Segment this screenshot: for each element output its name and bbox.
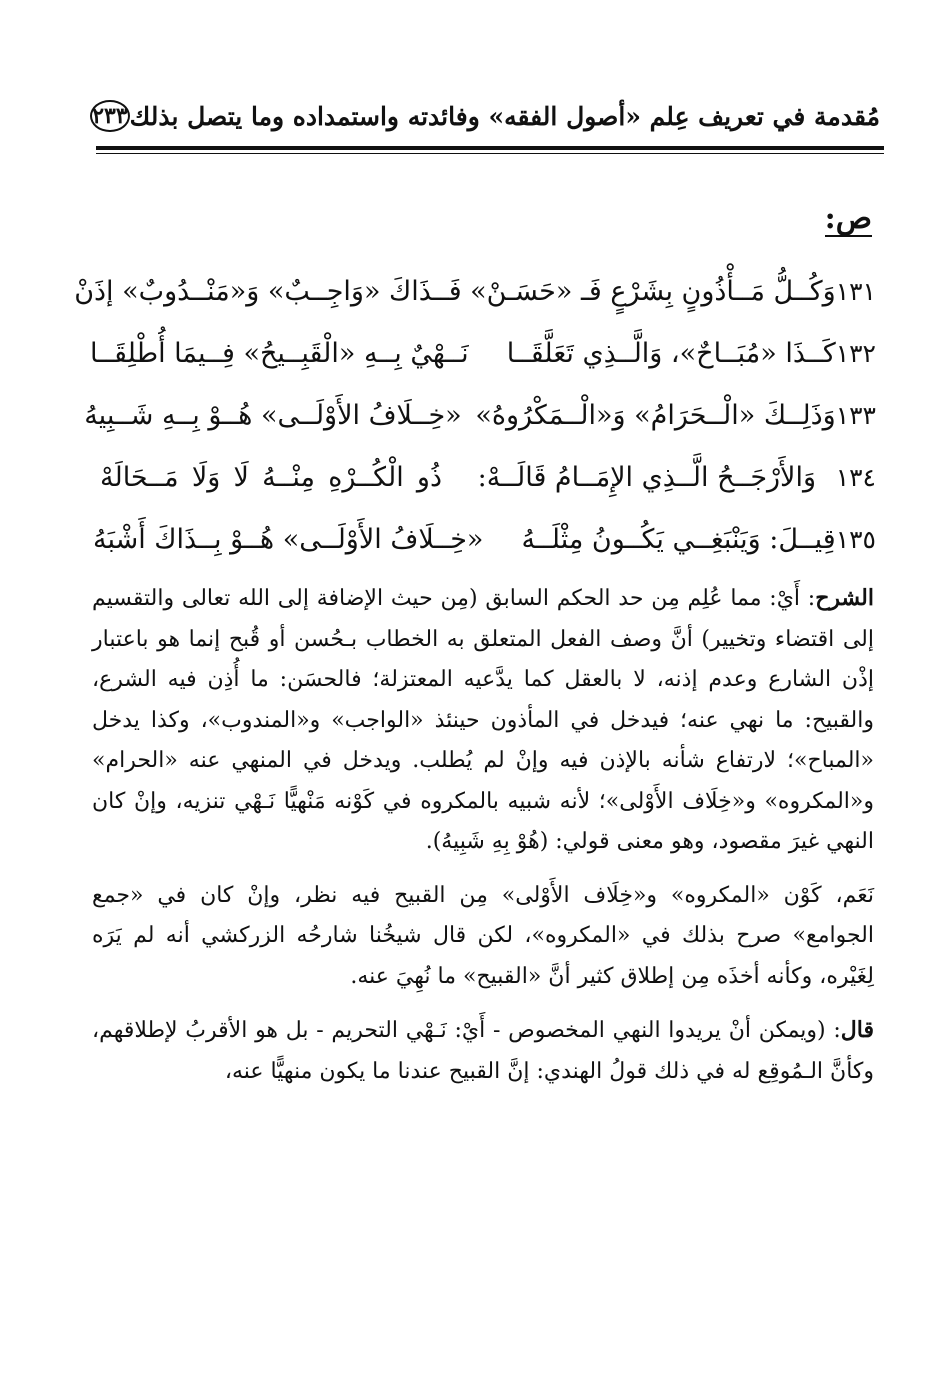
verse-second-hemistich: ذُو الْكُــرْهِ مِنْــهُ لَا وَلَا مَــحَالَهْ (100, 461, 442, 493)
verse-line (89, 322, 876, 384)
commentary-lead: قال (840, 1017, 874, 1043)
verse-number: ١٣٣ (835, 400, 876, 430)
commentary-paragraph (92, 876, 874, 998)
paragraph-text: : (ويمكن أنْ يريدوا النهي المخصوص - أَيْ: نَـهْي التحريم - بل هو الأقربُ لإطلاقهم، وكأنَّ الـمُوقِع له في ذلك قولُ الهندي: إنَّ القبيح عندنا ما يكون منهيًّا عنه، (92, 1018, 874, 1084)
commentary (92, 578, 874, 1105)
header-rule-thick (96, 146, 884, 150)
header-title: مُقدمة في تعريف عِلم «أصول الفقه» وفائدته واستمداده وما يتصل بذلك (129, 101, 880, 131)
header-rule-thin (96, 153, 884, 154)
verse-first-hemistich: كَــذَا «مُبَــاحٌ»، وَالَّــذِي تَعَلَّقَــا (506, 337, 836, 369)
verse-first-hemistich: وَكُــلُّ مَــأْذُونٍ بِشَرْعٍ فَـ «حَسَـنْ» (470, 275, 836, 307)
running-header (92, 96, 880, 136)
verse-number: ١٣٤ (835, 462, 876, 492)
verse-line (92, 508, 876, 570)
verse-second-hemistich: نَــهْيٌ بِــهِ «الْقَبِــيحُ» فِــيمَا أُطْلِقَــا (89, 337, 469, 369)
page-number-badge (90, 100, 129, 132)
verse-second-hemistich: «خِــلَافُ الأَوْلَــى» هُــوْ بِــهِ شَــبِيهُ (84, 399, 462, 431)
verse-line (74, 260, 876, 322)
commentary-paragraph (92, 1010, 874, 1092)
paragraph-text: نَعَم، كَوْن «المكروه» و«خِلَاف الأَوْلى» مِن القبيح فيه نظر، وإنْ كان في «جمع الجوامع» صرح بذلك في «المكروه»، لكن قال شيخُنا شارحُه الزركشي أنه لم يَرَه لِغَيْره، وكأنه أخذَه مِن إطلاق كثير أنَّ «القبيح» ما نُهِيَ عنه. (92, 882, 874, 989)
verse-first-hemistich: قِيــلَ: وَيَنْبَغِــي يَكُــونُ مِثْلَــهُ (521, 523, 836, 555)
verse-first-hemistich: وَذَلِــكَ «الْــحَرَامُ» وَ«الْــمَكْرُوهُ» (475, 399, 836, 431)
verse-second-hemistich: فَــذَاكَ «وَاجِــبٌ» وَ«مَنْــدُوبٌ» إذَنْ (74, 275, 462, 307)
verse-second-hemistich: «خِــلَافُ الأَوْلَــى» هُــوْ بِــذَاكَ أَشْبَهُ (92, 523, 484, 555)
commentary-lead: الشرح (815, 585, 874, 611)
verse-number: ١٣٥ (835, 524, 876, 554)
verse-line (84, 384, 876, 446)
verse-number: ١٣٢ (835, 338, 876, 368)
page-number: ٢٣٣ (92, 103, 128, 129)
commentary-paragraph (92, 578, 874, 863)
verse-number: ١٣١ (835, 276, 876, 306)
verse-list (74, 260, 876, 570)
paragraph-text: : أَيْ: مما عُلِم مِن حد الحكم السابق (مِن حيث الإضافة إلى الله تعالى والتقسيم إلى اقتضاء وتخيير) أنَّ وصف الفعل المتعلق به الخطاب بـحُسن أو قُبح إنما هو باعتبار إذْن الشارع وعدم إذنه، لا بالعقل كما يدَّعيه المعتزلة؛ فالحسَن: ما أُذِن فيه الشرع، والقبيح: ما نهي عنه؛ فيدخل في المأذون حينئذ «الواجب» و«المندوب»، وكذا يدخل «المباح»؛ لارتفاع شأنه بالإذن فيه وإنْ لم يُطلب. ويدخل في المنهي عنه «الحرام» و«المكروه» و«خِلَاف الأَوْلى»؛ لأنه شبيه بالمكروه في كَوْنه مَنْهيًّا نَـهْي تنزيه، وإنْ كان النهي غيرَ مقصود، وهو معنى قولي: (هُوْ بِهِ شَبِيهُ). (92, 586, 874, 854)
verse-first-hemistich: وَالأَرْجَــحُ الَّــذِي الإِمَــامُ قَالَــهْ: (477, 461, 816, 493)
matn-marker: ص: (824, 201, 872, 236)
verse-line (96, 446, 876, 508)
